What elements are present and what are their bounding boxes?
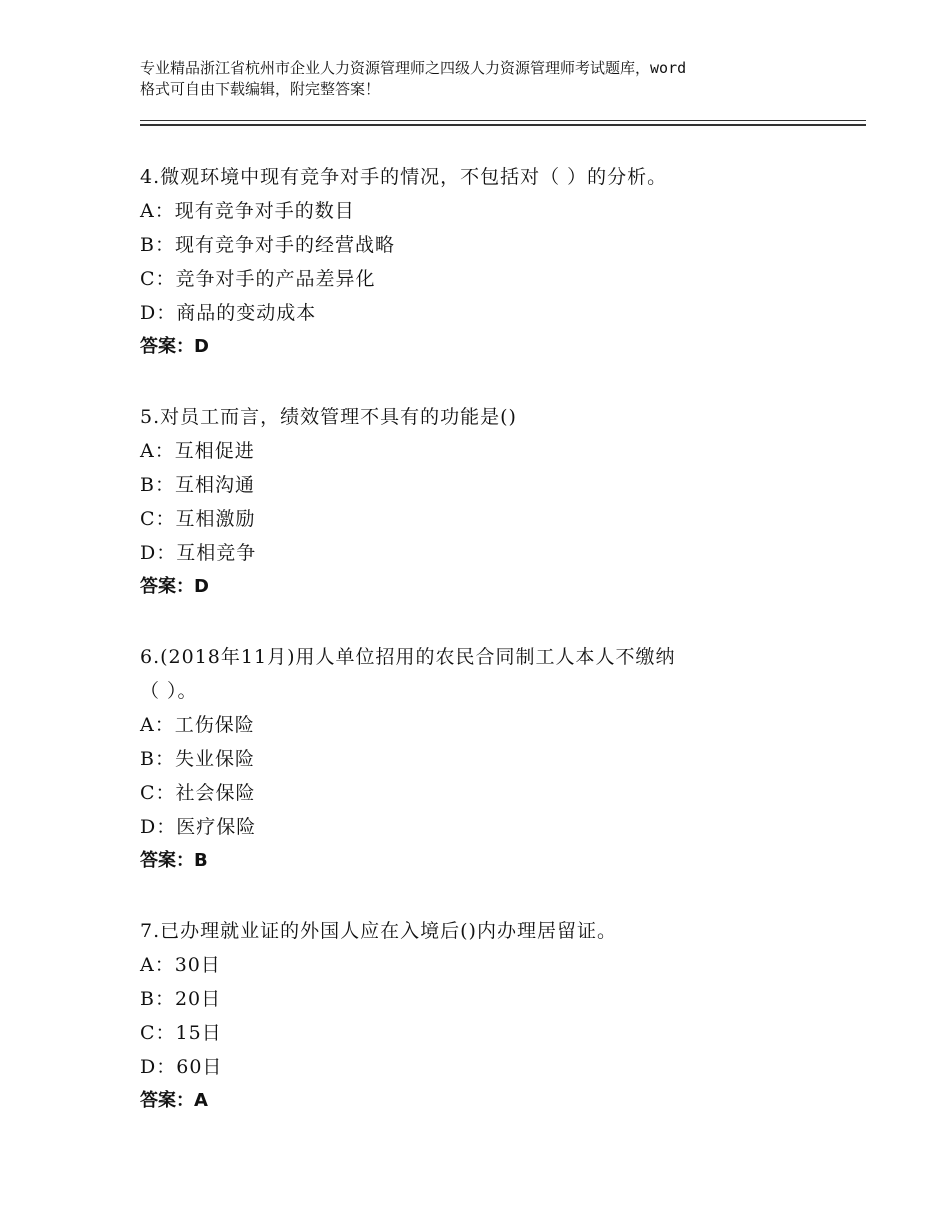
answer-label: 答案：A (140, 1090, 208, 1111)
question-stem: 5.对员工而言，绩效管理不具有的功能是() (140, 406, 517, 428)
question-4 (140, 160, 866, 364)
option-d: D：医疗保险 (140, 816, 257, 838)
question-gap (140, 878, 866, 914)
question-list (140, 160, 866, 1118)
answer-label: 答案：B (140, 850, 208, 871)
option-b: B：20日 (140, 988, 222, 1010)
question-stem: 7.已办理就业证的外国人应在入境后()内办理居留证。 (140, 920, 617, 942)
header-divider-thin (140, 120, 866, 121)
header-line-1: 专业精品浙江省杭州市企业人力资源管理师之四级人力资源管理师考试题库，word (140, 59, 687, 77)
option-a: A：30日 (140, 954, 221, 976)
option-c: C：互相激励 (140, 508, 256, 530)
option-a: A：现有竞争对手的数目 (140, 200, 355, 222)
question-stem: 4.微观环境中现有竞争对手的情况，不包括对（ ）的分析。 (140, 166, 668, 188)
question-gap (140, 364, 866, 400)
question-5 (140, 400, 866, 604)
question-gap (140, 604, 866, 640)
answer-label: 答案：D (140, 576, 209, 597)
question-7 (140, 914, 866, 1118)
header-divider-thick (140, 124, 866, 126)
option-d: D：60日 (140, 1056, 223, 1078)
answer-label: 答案：D (140, 336, 209, 357)
option-b: B：现有竞争对手的经营战略 (140, 234, 395, 256)
option-c: C：社会保险 (140, 782, 256, 804)
option-b: B：互相沟通 (140, 474, 255, 496)
option-a: A：互相促进 (140, 440, 255, 462)
option-c: C：竞争对手的产品差异化 (140, 268, 376, 290)
question-stem: 6.(2018年11月)用人单位招用的农民合同制工人本人不缴纳 (140, 646, 676, 668)
question-stem-continued: （ ）。 (140, 680, 198, 702)
option-a: A：工伤保险 (140, 714, 255, 736)
option-d: D：商品的变动成本 (140, 302, 317, 324)
document-header (140, 58, 840, 100)
question-6 (140, 640, 866, 878)
option-d: D：互相竞争 (140, 542, 257, 564)
option-b: B：失业保险 (140, 748, 255, 770)
header-line-2: 格式可自由下载编辑，附完整答案！ (140, 80, 381, 98)
option-c: C：15日 (140, 1022, 222, 1044)
